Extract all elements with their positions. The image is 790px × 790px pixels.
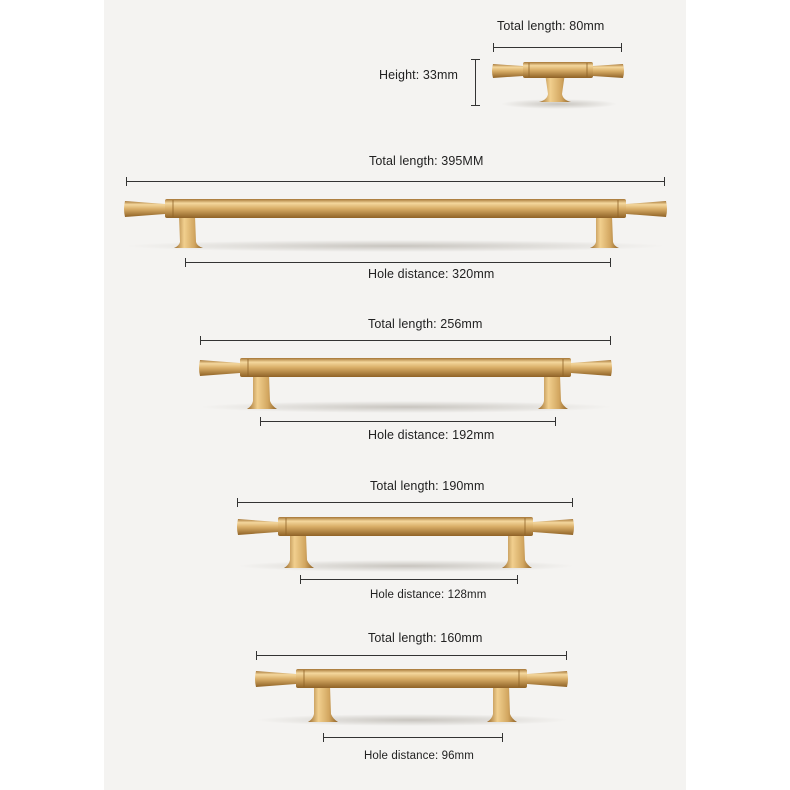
handle-256-hole-distance-dimension-line: [260, 421, 556, 422]
handle-190-hole-distance-label: Hole distance: 128mm: [370, 589, 487, 601]
handle-190-total-length-label: Total length: 190mm: [370, 479, 485, 493]
handle-395-image: [125, 194, 666, 254]
handle-190-total-length-dimension-line: [237, 502, 573, 503]
handle-395-hole-distance-label: Hole distance: 320mm: [368, 267, 495, 281]
handle-256-total-length-dimension-line: [200, 340, 611, 341]
handle-190-hole-distance-dimension-line: [300, 579, 518, 580]
handle-395-total-length-dimension-line: [126, 181, 665, 182]
knob-handle-image: [493, 58, 623, 112]
knob-total-length-label: Total length: 80mm: [497, 19, 605, 33]
handle-160-image: [256, 664, 567, 728]
handle-395-total-length-label: Total length: 395MM: [369, 154, 484, 168]
handle-256-total-length-label: Total length: 256mm: [368, 317, 483, 331]
handle-160-total-length-dimension-line: [256, 655, 567, 656]
handle-160-total-length-label: Total length: 160mm: [368, 631, 483, 645]
handle-160-hole-distance-label: Hole distance: 96mm: [364, 750, 474, 762]
handle-256-hole-distance-label: Hole distance: 192mm: [368, 428, 495, 442]
handle-160-hole-distance-dimension-line: [323, 737, 503, 738]
knob-height-dimension-line: [475, 59, 476, 106]
handle-395-hole-distance-dimension-line: [185, 262, 611, 263]
handle-256-image: [200, 353, 611, 415]
knob-total-length-dimension-line: [493, 47, 622, 48]
knob-height-label: Height: 33mm: [379, 68, 459, 82]
handle-190-image: [238, 512, 573, 574]
